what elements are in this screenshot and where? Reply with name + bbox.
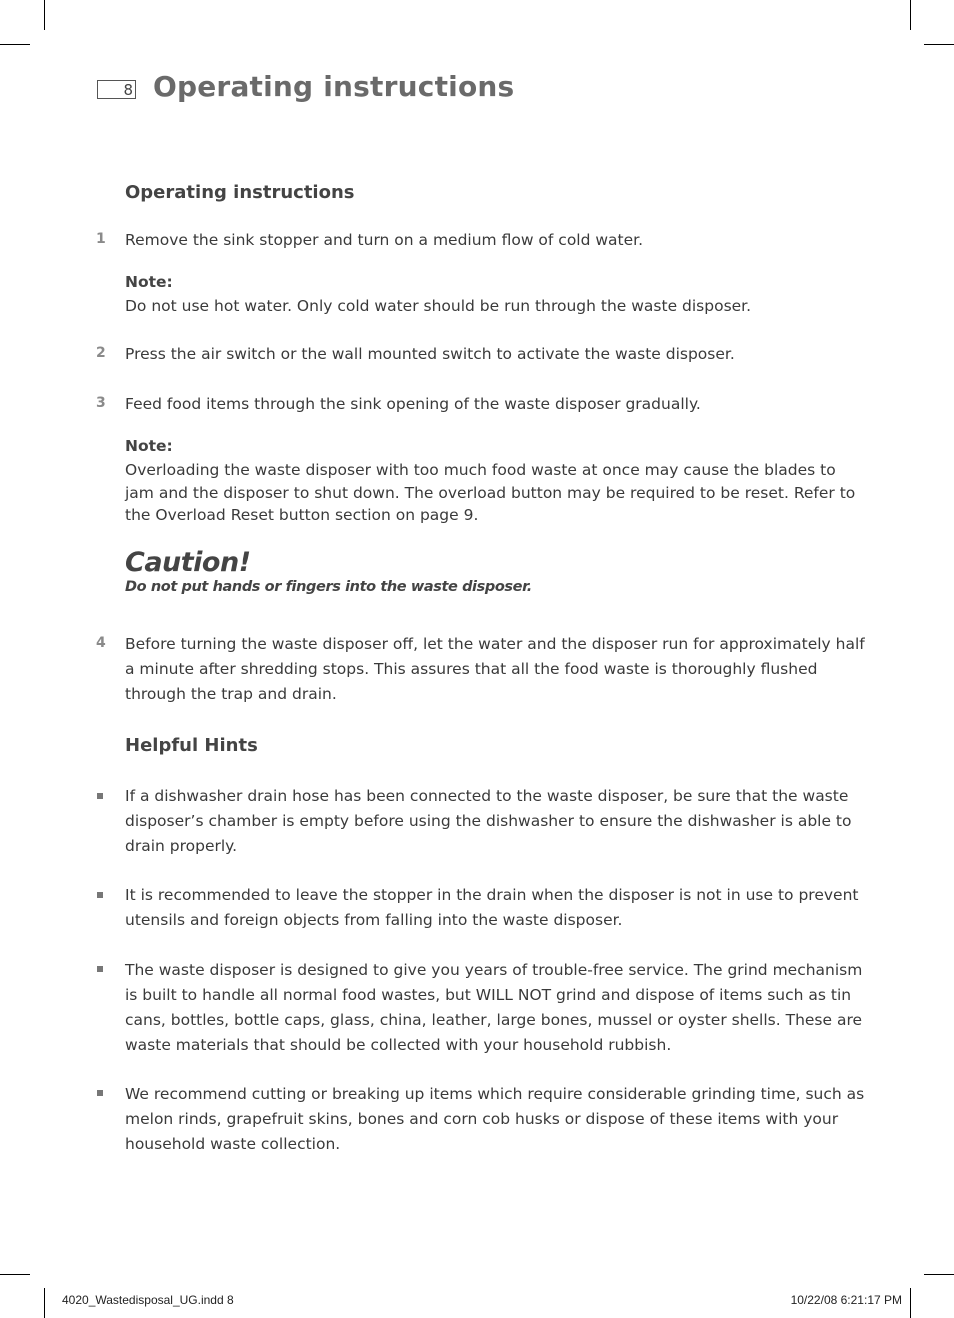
- step-text: Press the air switch or the wall mounted switch to activate the waste disposer.: [125, 345, 735, 363]
- caution-title: Caution!: [125, 547, 251, 578]
- hint-item: The waste disposer is designed to give you years of trouble-free service. The grind mechanism is built to handle all normal food wastes, but WILL NOT grind and dispose of items such as tin cans, bottles, bottle caps, glass, china, leather, large bones, mussel or oyster shells. These are waste materials that should be collected with your household rubbish.: [125, 961, 863, 1054]
- hints-heading: Helpful Hints: [125, 735, 258, 756]
- slug-timestamp: 10/22/08 6:21:17 PM: [790, 1293, 902, 1307]
- page-title: Operating instructions: [153, 70, 515, 103]
- crop-mark: [0, 44, 30, 45]
- note-text: Do not use hot water. Only cold water should be run through the waste disposer.: [125, 297, 752, 315]
- crop-mark: [910, 0, 911, 30]
- bullet-icon: [97, 793, 103, 799]
- page-number: 8: [97, 80, 136, 99]
- step-number: 2: [96, 345, 106, 361]
- step-number: 1: [96, 231, 106, 247]
- bullet-icon: [97, 1090, 103, 1096]
- caution-text: Do not put hands or fingers into the waste disposer.: [125, 579, 532, 595]
- bullet-icon: [97, 892, 103, 898]
- step-text: Before turning the waste disposer off, let the water and the disposer run for approximately half a minute after shredding stops. This assures that all the food waste is thoroughly flushed through the trap and drain.: [125, 635, 865, 703]
- crop-mark: [924, 44, 954, 45]
- crop-mark: [924, 1274, 954, 1275]
- section-heading: Operating instructions: [125, 182, 355, 203]
- hint-item: We recommend cutting or breaking up items which require considerable grinding time, such as melon rinds, grapefruit skins, bones and corn cob husks or dispose of these items with your household waste collection.: [125, 1085, 865, 1153]
- step-number: 3: [96, 395, 106, 411]
- crop-mark: [44, 1288, 45, 1318]
- note-label: Note:: [125, 437, 173, 455]
- note: [125, 270, 865, 318]
- note-label: Note:: [125, 273, 173, 291]
- crop-mark: [44, 0, 45, 30]
- note: [125, 434, 865, 527]
- caution-block: [125, 547, 865, 600]
- note-text: Overloading the waste disposer with too much food waste at once may cause the blades to jam and the disposer to shut down. The overload button may be required to be reset. Refer to the Overload Reset button section on page 9.: [125, 461, 856, 524]
- bullet-icon: [97, 966, 103, 972]
- crop-mark: [910, 1288, 911, 1318]
- step-text: Feed food items through the sink opening of the waste disposer gradually.: [125, 395, 701, 413]
- hint-item: If a dishwasher drain hose has been connected to the waste disposer, be sure that the waste disposer’s chamber is empty before using the dishwasher to ensure the dishwasher is able to drain properly.: [125, 787, 852, 855]
- step-number: 4: [96, 635, 106, 651]
- slug-filename: 4020_Wastedisposal_UG.indd 8: [62, 1293, 234, 1307]
- step-text: Remove the sink stopper and turn on a medium flow of cold water.: [125, 231, 644, 249]
- hint-item: It is recommended to leave the stopper in the drain when the disposer is not in use to prevent utensils and foreign objects from falling into the waste disposer.: [125, 886, 859, 929]
- crop-mark: [0, 1274, 30, 1275]
